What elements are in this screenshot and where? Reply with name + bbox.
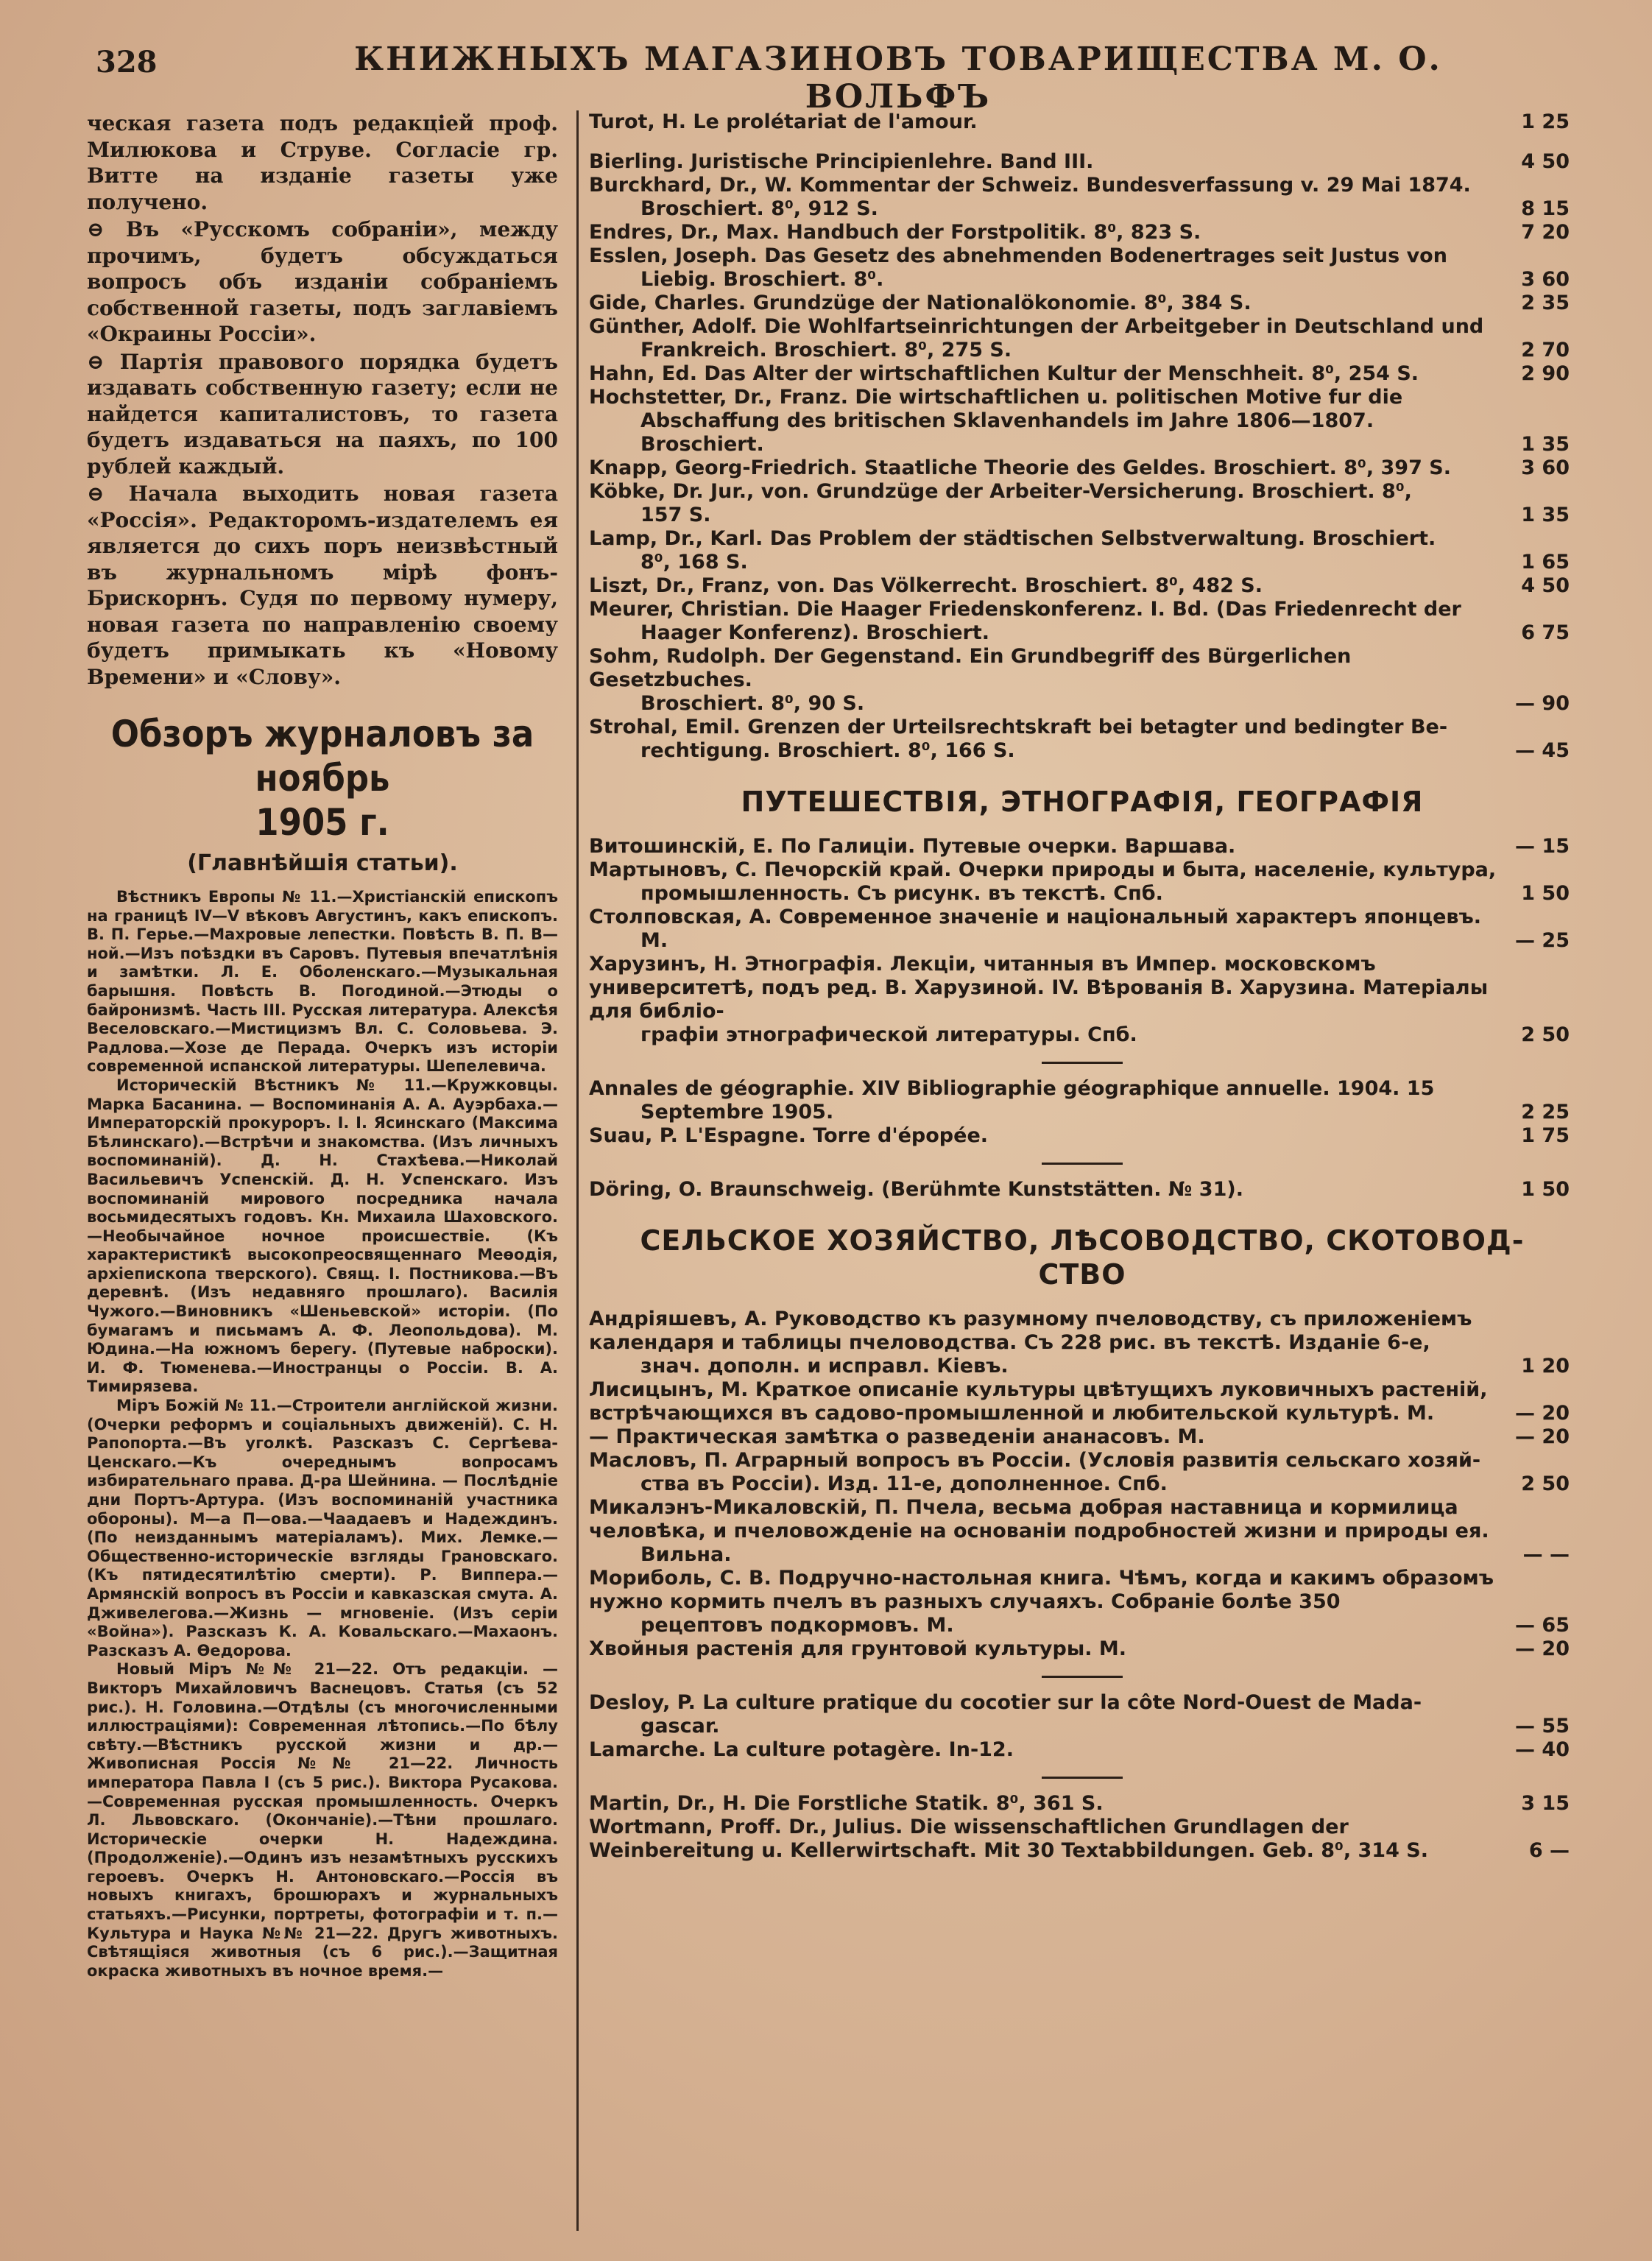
entry-continuation: ства въ Россіи). Изд. 11-е, дополненное. Спб. [640, 1472, 1168, 1495]
review-title-line: Обзоръ журналовъ за ноябрь [110, 713, 534, 800]
entry-text: Bierling. Juristische Principienlehre. Band III. [589, 150, 1094, 173]
entry-text: Suau, P. L'Espagne. Torre d'épopée. [589, 1124, 989, 1147]
entry-text: Витошинскій, Е. По Галиціи. Путевые очерки. Варшава. [589, 835, 1236, 858]
entry-price: — 20 [1515, 1402, 1570, 1425]
news-section [87, 110, 558, 690]
entry-text: Sohm, Rudolph. Der Gegenstand. Ein Grundbegriff des Bürgerlichen Gesetzbuches. [589, 645, 1352, 691]
entry-text: Turot, H. Le prolétariat de l'amour. [589, 110, 978, 133]
catalog-entry [589, 858, 1575, 906]
section-title-line: СЕЛЬСКОЕ ХОЗЯЙСТВО, ЛѢСОВОДСТВО, СКОТОВОД- [640, 1224, 1525, 1257]
entry-continuation: 8⁰, 168 S. [640, 551, 748, 574]
catalog-entry [589, 1425, 1575, 1449]
catalog-entry [589, 1077, 1575, 1124]
entry-text: Харузинъ, Н. Этнографія. Лекціи, читанныя въ Импер. московскомъ университетѣ, подъ ред. В. Харузиной. IV. Вѣрованія В. Харузина. Матеріалы для библіо- [589, 953, 1489, 1023]
news-paragraph: ⊖ Начала выходить новая газета «Россія». Редакторомъ-издателемъ ея является до сихъ поръ неизвѣстный въ журнальномъ мірѣ фонъ-Брискорнъ. Судя по первому нумеру, новая газета по направленію своему будетъ примыкать къ «Новому Времени» и «Слову». [87, 482, 558, 689]
catalog-entry [589, 835, 1575, 858]
entry-continuation: Septembre 1905. [640, 1101, 834, 1124]
catalog-entry [589, 527, 1575, 574]
catalog-entry [589, 906, 1575, 953]
review-title [87, 712, 558, 844]
entry-price: 2 90 [1521, 362, 1570, 385]
news-paragraph: ⊖ Въ «Русскомъ собраніи», между прочимъ, будетъ обсуждаться вопросъ объ изданіи собраніемъ собственной газеты, подъ заглавіемъ «Окраины Россіи». [87, 217, 558, 346]
catalog-entry [589, 716, 1575, 763]
catalog-entry [589, 1792, 1575, 1816]
catalog-entry [589, 574, 1575, 598]
entry-price: — 90 [1515, 692, 1570, 715]
catalog-entry [589, 1637, 1575, 1661]
entry-price: — 20 [1515, 1425, 1570, 1448]
entry-continuation: 157 S. [640, 504, 711, 526]
separator-rule [1042, 1777, 1123, 1779]
separator-rule [1042, 1676, 1123, 1678]
news-paragraph: ⊖ Партія правового порядка будетъ издавать собственную газету; если не найдется капиталистовъ, то газета будетъ издаваться на паяхъ, по 100 рублей каждый. [87, 349, 558, 479]
entry-text: Esslen, Joseph. Das Gesetz des abnehmenden Bodenertrages seit Justus von [589, 244, 1447, 267]
catalog-entry [589, 953, 1575, 1047]
entry-continuation: Вильна. [640, 1543, 732, 1566]
review-paragraph: Вѣстникъ Европы № 11.—Христіанскій епископъ на границѣ IV—V вѣковъ Августинъ, какъ епископъ. В. П. Герье.—Махровые лепестки. Повѣсть В. П. В—ной.—Изъ поѣздки въ Саровъ. Путевыя впечатлѣнія и замѣтки. Л. Е. Оболенскаго.—Музыкальная барышня. Повѣсть В. Погодиной.—Этюды о байронизмѣ. Часть III. Русская литература. Алексѣя Веселовскаго.—Мистицизмъ Вл. С. Соловьева. Э. Радлова.—Хозе де Перада. Очеркъ изъ исторіи современной испанской литературы. Шепелевича. [87, 888, 558, 1076]
section-title-agriculture [589, 1224, 1575, 1291]
entry-price: 1 50 [1521, 882, 1570, 905]
entry-price: 2 25 [1521, 1101, 1570, 1124]
entry-text: Gide, Charles. Grundzüge der Nationalökonomie. 8⁰, 384 S. [589, 292, 1252, 314]
entry-text: Günther, Adolf. Die Wohlfartseinrichtungen der Arbeitgeber in Deutschland und [589, 315, 1484, 338]
entry-text: Lamarche. La culture potagère. In-12. [589, 1738, 1014, 1761]
catalog-entry [589, 292, 1575, 315]
entry-price: 2 35 [1521, 292, 1570, 314]
entry-text: Хвойныя растенія для грунтовой культуры. М. [589, 1637, 1127, 1660]
entry-text: Масловъ, П. Аграрный вопросъ въ Россіи. (Условія развитія сельскаго хозяй- [589, 1449, 1481, 1472]
entry-price: 1 25 [1521, 110, 1570, 133]
entry-text: Liszt, Dr., Franz, von. Das Völkerrecht. Broschiert. 8⁰, 482 S. [589, 574, 1263, 597]
catalog-block [589, 150, 1575, 763]
entry-price: — — [1522, 1543, 1570, 1566]
entry-text: — Практическая замѣтка о разведеніи ананасовъ. М. [589, 1425, 1205, 1448]
entry-text: Strohal, Emil. Grenzen der Urteilsrechtskraft bei betagter und bedingter Be- [589, 716, 1448, 738]
separator-rule [1042, 1062, 1123, 1064]
catalog-entry [589, 1496, 1575, 1567]
catalog-block [589, 1691, 1575, 1762]
running-head: КНИЖНЫХЪ МАГАЗИНОВЪ ТОВАРИЩЕСТВА М. О. ВОЛЬФЪ [354, 40, 1442, 116]
entry-text: Лисицынъ, М. Краткое описаніе культуры цвѣтущихъ луковичныхъ растеній, встрѣчающихся въ садово-промышленной и любительской культурѣ. М. [589, 1378, 1488, 1425]
catalog-block [589, 1308, 1575, 1661]
left-column [87, 110, 558, 2231]
entry-price: 1 35 [1521, 504, 1570, 526]
entry-price: 4 50 [1521, 574, 1570, 597]
catalog-block [589, 1792, 1575, 1863]
entry-text: Desloy, P. La culture pratique du cocotier sur la côte Nord-Ouest de Mada- [589, 1691, 1422, 1714]
entry-continuation: М. [640, 929, 668, 952]
catalog-entry [589, 598, 1575, 645]
entry-price: 1 20 [1521, 1355, 1570, 1378]
entry-price: 3 60 [1521, 456, 1570, 479]
page-number: 328 [96, 45, 158, 80]
catalog-entry [589, 110, 1575, 134]
catalog-entry [589, 1378, 1575, 1425]
news-paragraph: ческая газета подъ редакціей проф. Милюкова и Струве. Согласіе гр. Витте на изданіе газеты уже получено. [87, 111, 558, 214]
entry-price: — 25 [1515, 929, 1570, 952]
separator-rule [1042, 1163, 1123, 1165]
entry-continuation: графіи этнографической литературы. Спб. [640, 1023, 1137, 1046]
page-header [88, 40, 1583, 116]
entry-price: 4 50 [1521, 150, 1570, 173]
entry-continuation: Broschiert. 8⁰, 90 S. [640, 692, 865, 715]
review-paragraph: Міръ Божій № 11.—Строители англійской жизни. (Очерки реформъ и соціальныхъ движеній). С. Н. Рапопорта.—Въ уголкѣ. Разсказъ С. Сергѣева-Ценскаго.—Къ очереднымъ вопросамъ избирательнаго права. Д-ра Шейнина. — Послѣдніе дни Портъ-Артура. (Изъ воспоминаній участника обороны). М—а П—ова.—Чаадаевъ и Надеждинъ. (По неизданнымъ матеріаламъ). Мих. Лемке.—Общественно-историческіе взгляды Грановскаго. (Къ пятидесятилѣтію смерти). Р. Виппера.—Армянскій вопросъ въ Россіи и кавказская смута. А. Дживелегова.—Жизнь — мгновеніе. (Изъ серіи «Война»). Разсказъ К. А. Ковальскаго.—Махаонъ. Разсказъ А. Ѳедорова. [87, 1397, 558, 1659]
block-gap [589, 134, 1575, 150]
entry-price: 1 50 [1521, 1178, 1570, 1201]
review-title-line: 1905 г. [255, 801, 389, 844]
entry-text: Martin, Dr., H. Die Forstliche Statik. 8⁰, 361 S. [589, 1792, 1104, 1815]
review-paragraph: Историческій Вѣстникъ № 11.—Кружковцы. Марка Басанина. — Воспоминанія А. А. Ауэрбаха.—Императорскій прокуроръ. І. І. Ясинскаго (Максима Бѣлинскаго).—Встрѣчи и знакомства. (Изъ личныхъ воспоминаній). Д. Н. Стахѣева.—Николай Васильевичъ Успенскій. Д. Н. Успенскаго. Изъ воспоминаній мирового посредника начала восьмидесятыхъ годовъ. Кн. Михаила Шаховского.—Необычайное ночное происшествіе. (Къ характеристикѣ высокопреосвященнаго Меѳодія, архіепископа тверского). Свящ. І. Постникова.—Въ деревнѣ. (Изъ недавняго прошлаго). Василія Чужого.—Виновникъ «Шеньевской» исторіи. (По бумагамъ и письмамъ А. Ф. Леопольдова). М. Юдина.—На южномъ берегу. (Путевые наброски). И. Ф. Тюменева.—Иностранцы о Россіи. В. А. Тимирязева. [87, 1076, 558, 1396]
entry-continuation: Liebig. Broschiert. 8⁰. [640, 268, 884, 291]
entry-text: Endres, Dr., Max. Handbuch der Forstpolitik. 8⁰, 823 S. [589, 221, 1201, 244]
entry-text: Столповская, А. Современное значеніе и національный характеръ японцевъ. [589, 906, 1482, 928]
entry-price: — 65 [1515, 1614, 1570, 1637]
entry-price: — 20 [1515, 1637, 1570, 1660]
entry-price: 2 50 [1521, 1023, 1570, 1046]
catalog-entry [589, 645, 1575, 716]
entry-text: Köbke, Dr. Jur., von. Grundzüge der Arbeiter-Versicherung. Broschiert. 8⁰, [589, 480, 1412, 503]
entry-continuation: rechtigung. Broschiert. 8⁰, 166 S. [640, 739, 1015, 762]
catalog-entry [589, 456, 1575, 480]
right-column [589, 110, 1575, 2231]
entry-price: 1 35 [1521, 433, 1570, 456]
catalog-entry [589, 244, 1575, 292]
catalog-entry [589, 1567, 1575, 1637]
entry-text: Knapp, Georg-Friedrich. Staatliche Theorie des Geldes. Broschiert. 8⁰, 397 S. [589, 456, 1451, 479]
journal-review [87, 712, 558, 1980]
entry-text: Wortmann, Proff. Dr., Julius. Die wissenschaftlichen Grundlagen der Weinbereitung u. Kellerwirtschaft. Mit 30 Textabbildungen. Geb. 8⁰, 314 S. [589, 1816, 1428, 1862]
catalog-entry [589, 1449, 1575, 1496]
entry-text: Annales de géographie. XIV Bibliographie géographique annuelle. 1904. 15 [589, 1077, 1435, 1100]
entry-text: Döring, O. Braunschweig. (Berühmte Kunststätten. № 31). [589, 1178, 1243, 1201]
catalog-entry [589, 1178, 1575, 1202]
entry-continuation: Broschiert. 8⁰, 912 S. [640, 197, 878, 220]
catalog-entry [589, 362, 1575, 386]
entry-text: Lamp, Dr., Karl. Das Problem der städtischen Selbstverwaltung. Broschiert. [589, 527, 1436, 550]
catalog-block [589, 110, 1575, 134]
review-subtitle: (Главнѣйшія статьи). [187, 850, 458, 876]
entry-continuation: промышленность. Съ рисунк. въ текстѣ. Спб. [640, 882, 1163, 905]
entry-text: Микалэнъ-Микаловскій, П. Пчела, весьма добрая наставница и кормилица человѣка, и пчеловожденіе на основаніи подробностей жизни и природы ея. [589, 1496, 1489, 1542]
catalog-entry [589, 480, 1575, 527]
catalog-entry [589, 1738, 1575, 1762]
entry-price: 6 75 [1521, 621, 1570, 644]
catalog-entry [589, 221, 1575, 244]
entry-text: Burckhard, Dr., W. Kommentar der Schweiz. Bundesverfassung v. 29 Mai 1874. [589, 174, 1471, 197]
entry-text: Андріяшевъ, А. Руководство къ разумному пчеловодству, съ приложеніемъ календаря и таблицы пчеловодства. Съ 228 рис. въ текстѣ. Изданіе 6-е, [589, 1308, 1472, 1354]
entry-price: 1 65 [1521, 551, 1570, 574]
catalog-block [589, 835, 1575, 1047]
entry-price: 2 50 [1521, 1472, 1570, 1495]
entry-price: 6 — [1528, 1839, 1570, 1862]
entry-price: 7 20 [1521, 221, 1570, 244]
section-title-travel: ПУТЕШЕСТВІЯ, ЭТНОГРАФІЯ, ГЕОГРАФІЯ [741, 786, 1424, 818]
entry-text: Мориболь, С. В. Подручно-настольная книга. Чѣмъ, когда и какимъ образомъ нужно кормить пчелъ въ разныхъ случаяхъ. Собраніе болѣе 350 [589, 1567, 1494, 1613]
review-paragraph: Новый Міръ №№ 21—22. Отъ редакціи. —Викторъ Михайловичъ Васнецовъ. Статья (съ 52 рис.). Н. Головина.—Отдѣлы (съ многочисленными иллюстраціями): Современная лѣтопись.—По бѣлу свѣту.—Вѣстникъ русской жизни и др.—Живописная Россія №№ 21—22. Личность императора Павла I (съ 5 рис.). Виктора Русакова.—Современная русская промышленность. Очеркъ Л. Львовскаго. (Окончаніе).—Тѣни прошлаго. Историческіе очерки Н. Надеждина. (Продолженіе).—Одинъ изъ незамѣтныхъ русскихъ героевъ. Очеркъ Н. Антоновскаго.—Россія въ новыхъ книгахъ, брошюрахъ и журнальныхъ статьяхъ.—Рисунки, портреты, фотографіи и т. п.—Культура и Наука №№ 21—22. Другъ животныхъ. Свѣтящіяся животныя (съ 6 рис.).—Защитная окраска животныхъ въ ночное время.— [87, 1660, 558, 1980]
entry-price: 2 70 [1521, 339, 1570, 361]
entry-price: — 45 [1515, 739, 1570, 762]
entry-continuation: рецептовъ подкормовъ. М. [640, 1614, 954, 1637]
catalog-block [589, 1178, 1575, 1202]
entry-text: Мартыновъ, С. Печорскій край. Очерки природы и быта, населеніе, культура, [589, 858, 1497, 881]
entry-text: Hahn, Ed. Das Alter der wirtschaftlichen Kultur der Menschheit. 8⁰, 254 S. [589, 362, 1419, 385]
entry-price: 1 75 [1521, 1124, 1570, 1147]
entry-continuation: Abschaffung des britischen Sklavenhandels im Jahre 1806—1807. Broschiert. [640, 409, 1374, 456]
entry-continuation: Haager Konferenz). Broschiert. [640, 621, 990, 644]
entry-price: 3 60 [1521, 268, 1570, 291]
catalog-entry [589, 150, 1575, 174]
entry-text: Hochstetter, Dr., Franz. Die wirtschaftlichen u. politischen Motive fur die [589, 386, 1403, 409]
entry-price: — 40 [1515, 1738, 1570, 1761]
catalog-entry [589, 1308, 1575, 1378]
catalog-entry [589, 1816, 1575, 1863]
entry-continuation: знач. дополн. и исправл. Кіевъ. [640, 1355, 1009, 1378]
entry-price: — 55 [1515, 1715, 1570, 1738]
entry-price: 8 15 [1521, 197, 1570, 220]
catalog-entry [589, 315, 1575, 362]
entry-price: — 15 [1515, 835, 1570, 858]
catalog-entry [589, 174, 1575, 221]
entry-text: Meurer, Christian. Die Haager Friedenskonferenz. I. Bd. (Das Friedenrecht der [589, 598, 1461, 621]
catalog-entry [589, 386, 1575, 456]
entry-continuation: gascar. [640, 1715, 720, 1738]
entry-continuation: Frankreich. Broschiert. 8⁰, 275 S. [640, 339, 1012, 361]
column-divider [576, 110, 579, 2231]
entry-price: 3 15 [1521, 1792, 1570, 1815]
catalog-entry [589, 1124, 1575, 1148]
catalog-entry [589, 1691, 1575, 1738]
catalog-block [589, 1077, 1575, 1148]
section-title-line: СТВО [1038, 1258, 1126, 1291]
